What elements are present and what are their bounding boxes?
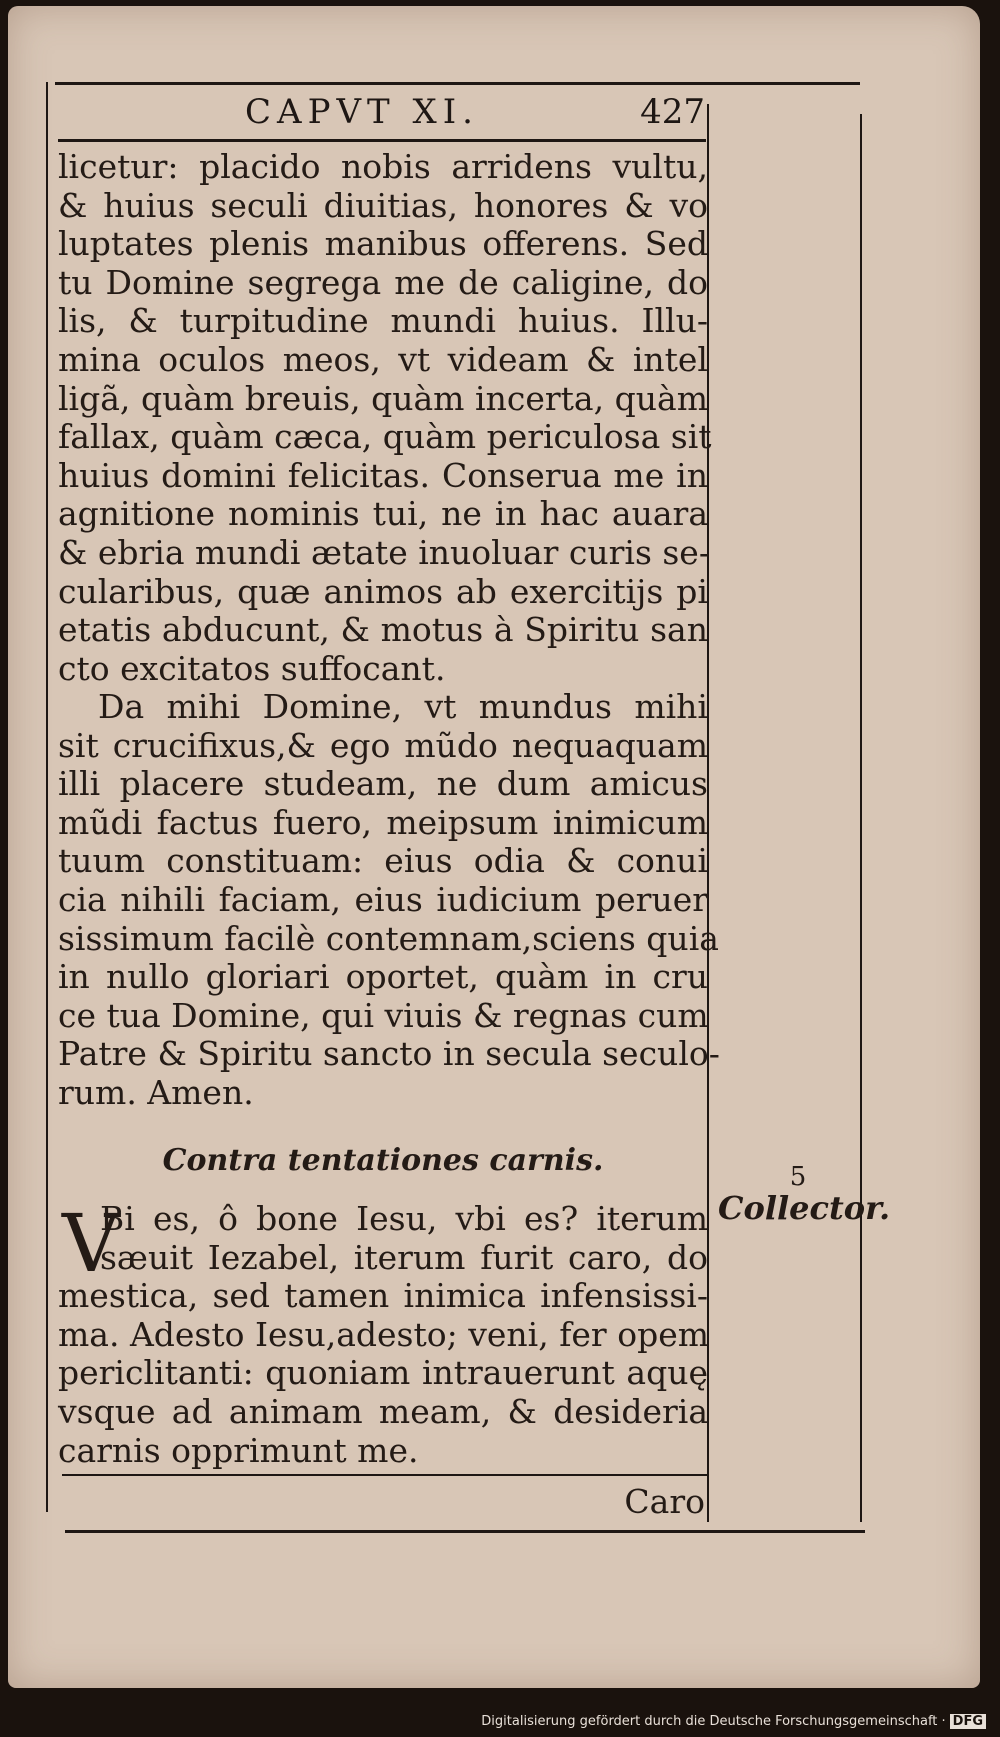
text-line: huius domini felicitas. Conserua me in: [58, 455, 708, 495]
top-rule: [55, 82, 860, 85]
text-line: vsque ad animam meam, & desideria: [58, 1391, 708, 1431]
text-line: mũdi factus fuero, meipsum inimicum: [58, 802, 708, 842]
drop-cap: V: [62, 1197, 120, 1290]
text-line: mina oculos meos, vt videam & intel: [58, 339, 708, 379]
text-line: Bi es, ô bone Iesu, vbi es? iterum: [100, 1199, 708, 1238]
chapter-title: CAPVT XI.: [245, 92, 479, 132]
text-line: agnitione nominis tui, ne in hac auara: [58, 494, 708, 534]
text-line: periclitanti: quoniam intrauerunt aquę: [58, 1353, 708, 1393]
text-line: ligã, quàm breuis, quàm incerta, quàm: [58, 378, 708, 418]
text-line: rum. Amen.: [58, 1072, 254, 1112]
text-line: ma. Adesto Iesu,adesto; veni, fer opem: [58, 1314, 710, 1354]
text-line: Patre & Spiritu sancto in secula seculo-: [58, 1034, 720, 1074]
text-line: ce tua Domine, qui viuis & regnas cum: [58, 995, 709, 1035]
running-header: [55, 86, 705, 138]
section-heading: Contra tentationes carnis.: [162, 1143, 604, 1178]
text-line: illi placere studeam, ne dum amicus: [58, 764, 708, 804]
text-line: & ebria mundi ætate inuoluar curis se-: [58, 532, 710, 572]
credit-text: Digitalisierung gefördert durch die Deutsche Forschungsgemeinschaft ·: [481, 1714, 946, 1729]
text-line: sit crucifixus,& ego mũdo nequaquam: [58, 725, 708, 765]
page-number: 427: [640, 92, 705, 132]
paragraph-2: [58, 687, 720, 1113]
text-line: tu Domine segrega me de caligine, do: [58, 262, 708, 302]
text-line: cia nihili faciam, eius iudicium peruer: [58, 879, 708, 919]
digitization-credit: [481, 1714, 986, 1729]
right-frame-rule: [860, 114, 862, 1522]
text-line: fallax, quàm cæca, quàm periculosa sit: [58, 417, 712, 457]
text-line: cto excitatos suffocant.: [58, 648, 446, 688]
text-line: Da mihi Domine, vt mundus mihi: [98, 687, 708, 726]
bottom-rule: [65, 1530, 865, 1533]
text-line: tuum constituam: eius odia & conui: [58, 841, 708, 881]
text-line: sæuit Iezabel, iterum furit caro, do: [100, 1237, 708, 1277]
margin-note: [718, 1162, 891, 1227]
left-frame-rule: [46, 82, 48, 1512]
text-line: etatis abducunt, & motus à Spiritu san: [58, 610, 708, 650]
text-line: cularibus, quæ animos ab exercitijs pi: [58, 571, 708, 611]
text-line: luptates plenis manibus offerens. Sed: [58, 224, 708, 264]
text-line: & huius seculi diuitias, honores & vo: [58, 185, 708, 225]
catchword: Caro: [624, 1482, 705, 1521]
paragraph-1: [58, 147, 712, 688]
text-line: carnis opprimunt me.: [58, 1430, 419, 1470]
text-line: mestica, sed tamen inimica infensissi-: [58, 1276, 708, 1316]
header-rule: [58, 139, 706, 142]
text-line: sissimum facilè contemnam,sciens quia: [58, 918, 719, 958]
margin-note-label: Collector.: [718, 1189, 891, 1227]
paragraph-3: [58, 1197, 710, 1470]
bottom-text-rule: [62, 1474, 707, 1476]
text-line: licetur: placido nobis arridens vultu,: [58, 147, 708, 186]
margin-note-number: 5: [789, 1162, 807, 1192]
dfg-logo: DFG: [950, 1714, 986, 1729]
text-line: in nullo gloriari oportet, quàm in cru: [58, 957, 708, 997]
text-line: lis, & turpitudine mundi huius. Illu-: [58, 301, 708, 341]
